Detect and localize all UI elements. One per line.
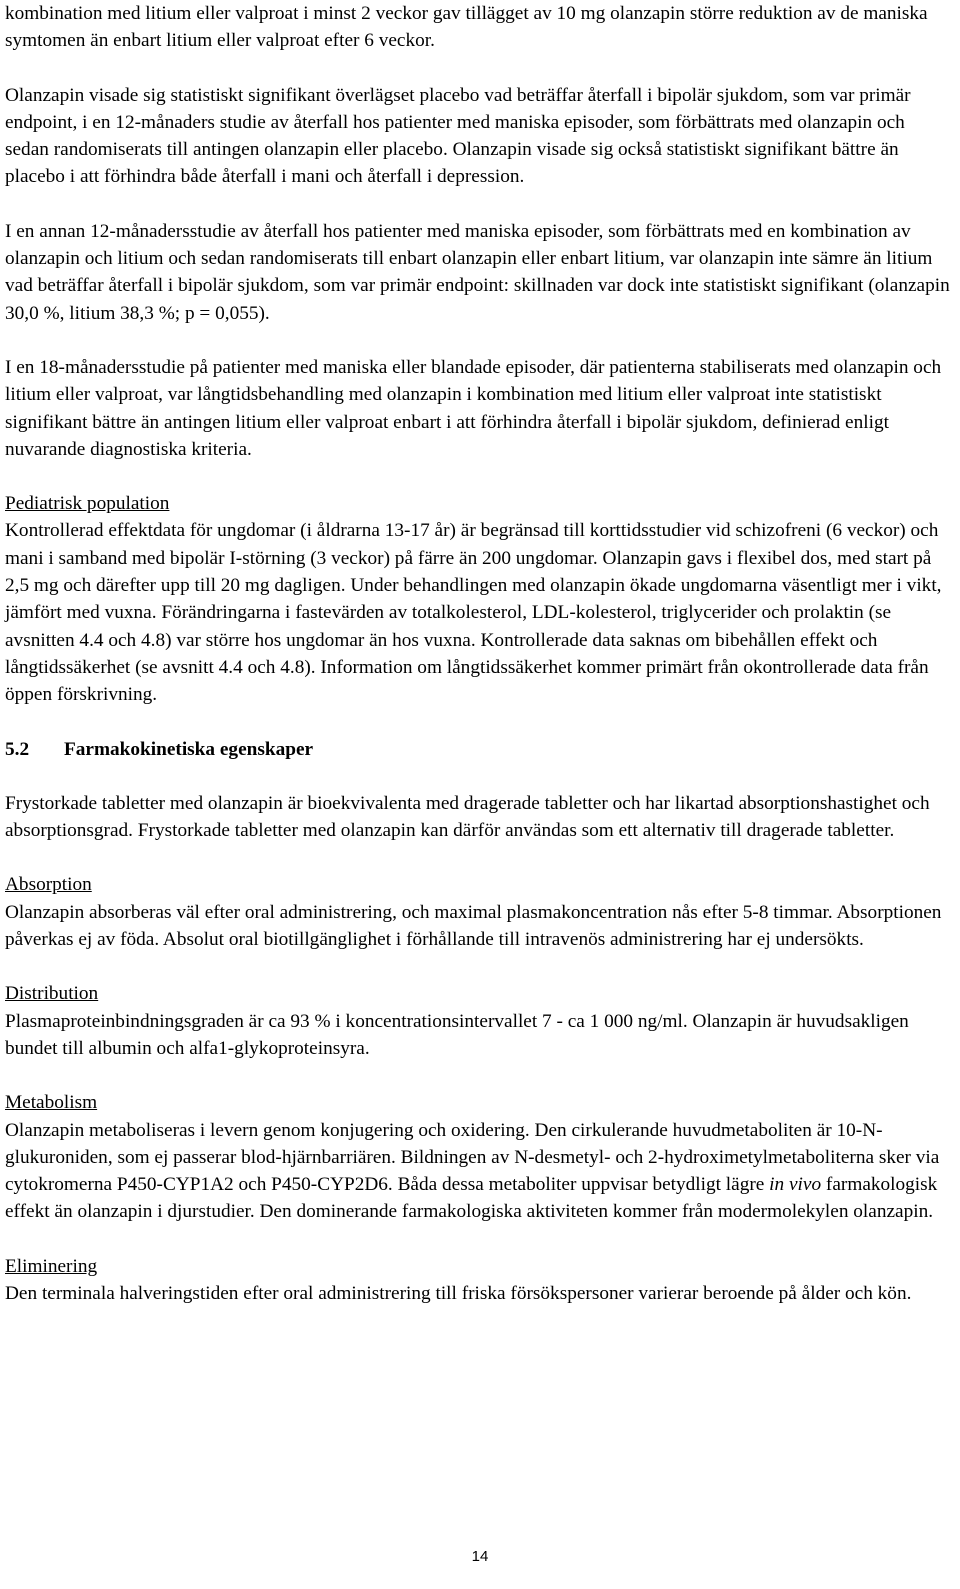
absorption-section [5,871,950,953]
metabolism-text-italic: in vivo [769,1174,822,1196]
page-number: 14 [471,1548,489,1565]
paragraph-relapse-lithium: I en annan 12-månadersstudie av återfall hos patienter med maniska episoder, som förbättrats med en kombination av olanzapin och litium och sedan randomiserats till enbart olanzapin eller enbart litium, var olanzapin inte sämre än litium vad beträffar återfall i bipolär sjukdom, som var primär endpoint: skillnaden var dock inte statistiskt signifikant (olanzapin 30,0 %, litium 38,3 %; p = 0,055). [5,220,950,324]
section-intro: Frystorkade tabletter med olanzapin är bioekvivalenta med dragerade tabletter och har likartad absorptionshastighet och absorptionsgrad. Frystorkade tabletter med olanzapin kan därför användas som ett alternativ till dragerade tabletter. [5,792,930,842]
distribution-section [5,980,950,1062]
elimination-heading: Eliminering [5,1255,98,1277]
distribution-heading: Distribution [5,983,99,1005]
absorption-text: Olanzapin absorberas väl efter oral administrering, och maximal plasmakoncentration nås efter 5-8 timmar. Absorptionen påverkas ej av föda. Absolut oral biotillgänglighet i förhållande till intravenös administrering har ej undersökts. [5,901,942,951]
section-number: 5.2 [5,738,30,760]
absorption-heading: Absorption [5,874,92,896]
section-title: Farmakokinetiska egenskaper [64,738,314,760]
metabolism-text-before: Olanzapin metaboliseras i levern genom konjugering och oxidering. Den cirkulerande huvudmetaboliten är 10-N-glukuroniden, som ej passerar blod-hjärnbarriären. Bildningen av N-desmetyl- och 2-hydroximetylmetaboliterna sker via cytokromerna P450-CYP1A2 och P450-CYP2D6. Båda dessa metaboliter uppvisar betydligt lägre [5,1119,940,1196]
pediatric-text: Kontrollerad effektdata för ungdomar (i åldrarna 13-17 år) är begränsad till korttidsstudier vid schizofreni (6 veckor) och mani i samband med bipolär I-störning (3 veckor) på färre än 200 ungdomar. Olanzapin gavs i flexibel dos, med start på 2,5 mg och därefter upp till 20 mg dagligen. Under behandlingen med olanzapin ökade ungdomarna väsentligt mer i vikt, jämfört med vuxna. Förändringarna i fastevärden av totalkolesterol, LDL-kolesterol, triglycerider och prolaktin (se avsnitten 4.4 och 4.8) var större hos ungdomar än hos vuxna. Kontrollerade data saknas om bibehållen effekt och långtidssäkerhet (se avsnitt 4.4 och 4.8). Information om långtidssäkerhet kommer primärt från okontrollerade data från öppen förskrivning. [5,520,942,706]
metabolism-text-after: farmakologisk effekt än olanzapin i djurstudier. Den dominerande farmakologiska aktiviteten kommer från modermolekylen olanzapin. [5,1174,938,1223]
document-page [5,0,950,1307]
metabolism-text [5,1117,950,1226]
elimination-text: Den terminala halveringstiden efter oral administrering till friska försökspersoner varierar beroende på ålder och kön. [5,1282,912,1304]
paragraph-combination-results: kombination med litium eller valproat i minst 2 veckor gav tillägget av 10 mg olanzapin större reduktion av de maniska symtomen än enbart litium eller valproat efter 6 veckor. [5,3,928,52]
pediatric-section [5,490,950,708]
elimination-section [5,1253,950,1308]
pediatric-heading: Pediatrisk population [5,493,170,515]
paragraph-18-month-study: I en 18-månadersstudie på patienter med maniska eller blandade episoder, där patienterna stabiliserats med olanzapin och litium eller valproat, var långtidsbehandling med olanzapin i kombination med litium eller valproat inte statistiskt signifikant bättre än antingen litium eller valproat enbart i att förhindra återfall i bipolär sjukdom, definierad enligt nuvarande diagnostiska kriteria. [5,356,942,460]
paragraph-relapse-placebo: Olanzapin visade sig statistiskt signifikant överlägset placebo vad beträffar återfall i bipolär sjukdom, som var primär endpoint, i en 12-månaders studie av återfall hos patienter med maniska episoder, som förbättrats med olanzapin och sedan randomiserats till antingen olanzapin eller placebo. Olanzapin visade sig också statistiskt signifikant bättre än placebo i att förhindra både återfall i mani och återfall i depression. [5,84,911,188]
metabolism-heading: Metabolism [5,1092,98,1114]
distribution-text: Plasmaproteinbindningsgraden är ca 93 % i koncentrationsintervallet 7 - ca 1 000 ng/ml. Olanzapin är huvudsakligen bundet till albumin och alfa1-glykoproteinsyra. [5,1010,909,1059]
metabolism-section [5,1089,950,1225]
section-heading [5,736,950,763]
